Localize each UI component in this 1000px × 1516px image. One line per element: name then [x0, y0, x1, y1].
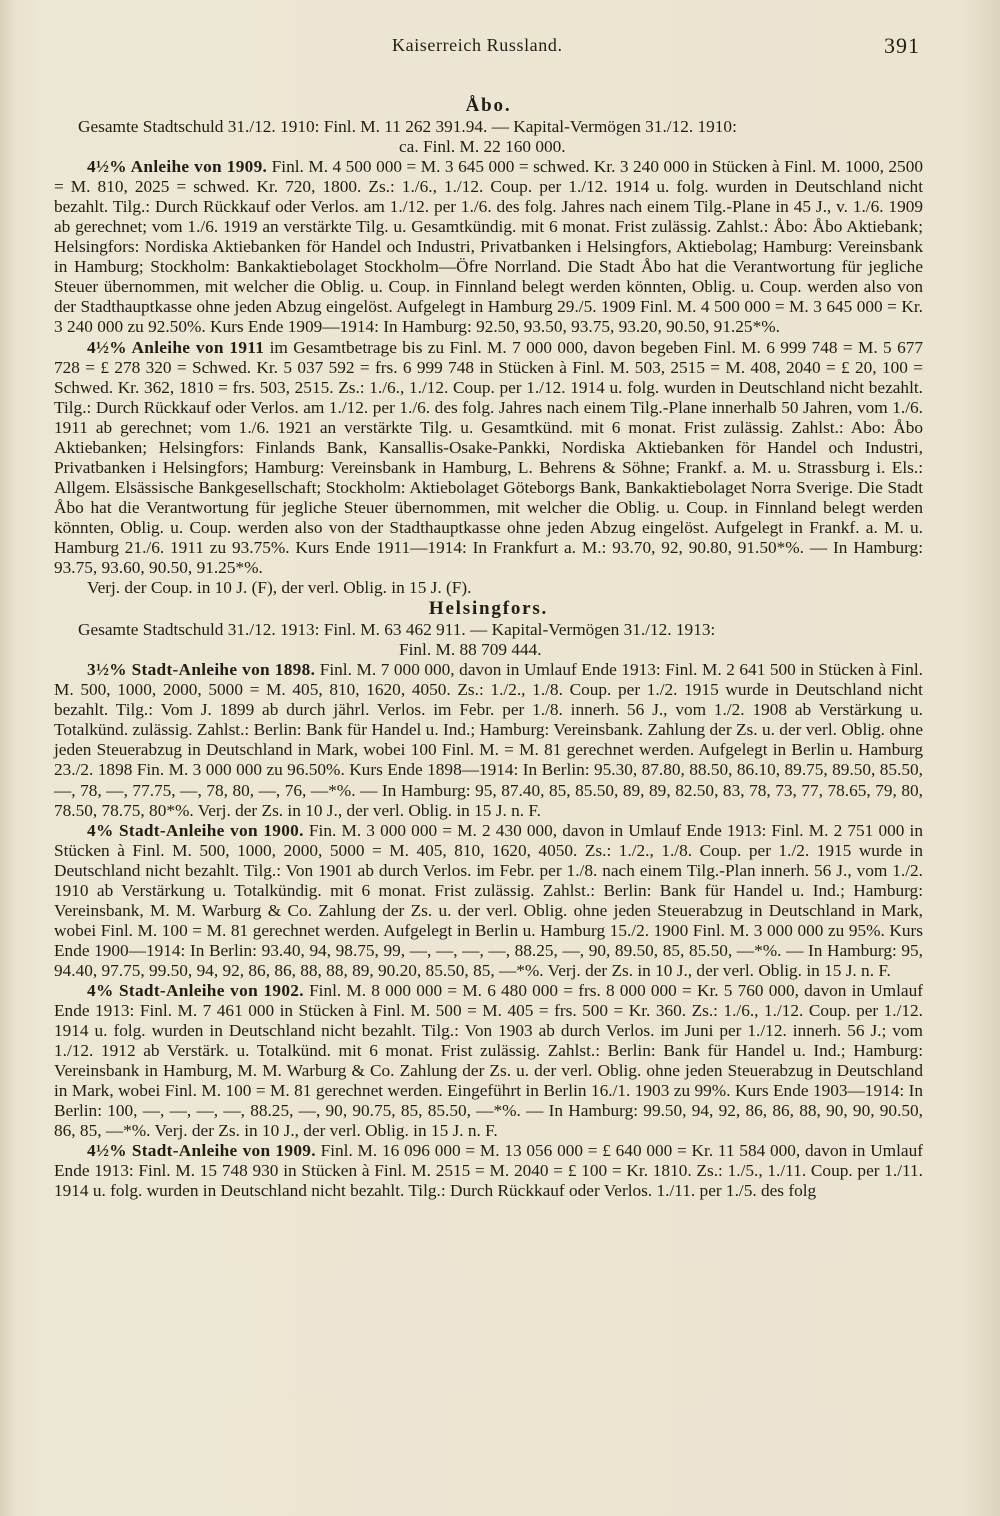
- city-heading-abo: Åbo.: [465, 95, 512, 116]
- bond-text: im Gesamtbetrage bis zu Finl. M. 7 000 000, davon begeben Finl. M. 6 999 748 = M. 5 677 728 = £ 278 320 = Schwed. Kr. 5 037 592 = frs. 6 999 748 in Stücken à Finl. M. 503, 2515 = M. 408, 2040 = £ 20, 100 = Schwed. Kr. 362, 1810 = frs. 503, 2515. Zs.: 1./6., 1./12. Coup. per 1./12. 1914 u. folg. wurden in Deutschland nicht bezahlt. Tilg.: Durch Rückkauf oder Verlos. am 1./12. per 1./6. des folg. Jahres nach einem Tilg.-Plane innerhalb 50 Jahren, vom 1./6. 1911 ab gerechnet; vom 1./6. 1921 an verstärkte Tilg. u. Gesamtkünd. mit 6 monat. Frist zulässig. Zahlst.: Abo: Åbo Aktiebanken; Helsingfors: Finlands Bank, Kansallis-Osake-Pankki, Nordiska Aktiebanken för Handel och Industri, Privatbanken i Helsingfors; Hamburg: Vereinsbank in Hamburg, L. Behrens & Söhne; Frankf. a. M. u. Strassburg i. Els.: Allgem. Elsässische Bankgesellschaft; Stockholm: Aktiebolaget Göteborgs Bank, Bankaktiebolaget Norra Sverige. Die Stadt Åbo hat die Verantwortung für jegliche Steuer übernommen, mit welcher die Oblig. u. Coup. in Finnland belegt werden könnten, Oblig. u. Coup. werden also von der Stadthauptkasse ohne jeden Abzug eingelöst. Aufgelegt in Frankf. a. M. u. Hamburg 21./6. 1911 zu 93.75%. Kurs Ende 1911—1914: In Frankfurt a. M.: 93.70, 92, 90.80, 91.50*%. — In Hamburg: 93.75, 93.60, 90.50, 91.25*%.: [54, 337, 923, 578]
- helsingfors-debt-summary: Gesamte Stadtschuld 31./12. 1913: Finl. M. 63 462 911. — Kapital-Vermögen 31./12. 1913:: [78, 620, 716, 640]
- bond-title: 4½% Anleihe von 1911: [87, 337, 265, 357]
- helsingfors-loan-1902: [54, 981, 923, 1141]
- abo-debt-summary: Gesamte Stadtschuld 31./12. 1910: Finl. M. 11 262 391.94. — Kapital-Vermögen 31./12. 1910:: [78, 117, 737, 136]
- page-header: [0, 33, 1000, 63]
- bond-title: 3½% Stadt-Anleihe von 1898.: [87, 660, 316, 680]
- bond-text: Fin. M. 3 000 000 = M. 2 430 000, davon in Umlauf Ende 1913: Finl. M. 2 751 000 in Stücken à Finl. M. 500, 1000, 2000, 5000 = M. 405, 810, 1620, 4050. Zs.: 1./2., 1./8. Coup. per 1./2. 1915 wurde in Deutschland nicht bezahlt. Tilg.: Von 1901 ab durch Verlos. im Febr. per 1./8. nach einem Tilg.-Plan innerh. 56 J., vom 1./2. 1910 ab Verstärkung u. Totalkündig. mit 6 monat. Frist zulässig. Zahlst.: Berlin: Bank für Handel u. Ind.; Hamburg: Vereinsbank, M. M. Warburg & Co. Zahlung der Zs. u. der verl. Oblig. ohne jeden Steuerabzug in Deutschland in Mark, wobei Finl. M. 100 = M. 81 gerechnet werden. Aufgelegt in Berlin u. Hamburg 15./2. 1900 Finl. M. 3 000 000 zu 95%. Kurs Ende 1900—1914: In Berlin: 93.40, 94, 98.75, 99, —, —, —, —, 88.25, —, 90, 89.50, 85, 85.50, —*%. — In Hamburg: 95, 94.40, 97.75, 99.50, 94, 92, 86, 86, 88, 88, 89, 90.20, 85.50, 85, —*%. Verj. der Zs. in 10 J., der verl. Oblig. in 15 J. n. F.: [54, 820, 924, 980]
- abo-verj-note: Verj. der Coup. in 10 J. (F), der verl. Oblig. in 15 J. (F).: [87, 578, 472, 598]
- abo-debt-summary-cont: ca. Finl. M. 22 160 000.: [399, 137, 566, 157]
- helsingfors-debt-summary-cont: Finl. M. 88 709 444.: [399, 640, 542, 660]
- bond-title: 4½% Anleihe von 1909.: [87, 157, 268, 177]
- bond-title: 4½% Stadt-Anleihe von 1909.: [87, 1141, 316, 1161]
- abo-loan-1909: [54, 157, 923, 337]
- abo-loan-1911: [54, 338, 923, 579]
- running-title: Kaiserreich Russland.: [392, 35, 563, 55]
- page-body: [54, 95, 923, 1201]
- bond-text: Finl. M. 7 000 000, davon in Umlauf Ende 1913: Finl. M. 2 641 500 in Stücken à Finl. M. 500, 1000, 2000, 5000 = M. 405, 810, 1620, 4050. Zs.: 1./2., 1./8. Coup. per 1./2. 1915 wurde in Deutschland nicht bezahlt. Tilg.: Vom J. 1899 ab durch jährl. Verlos. im Febr. per 1./8. innerh. 56 J., vom 1./2. 1908 ab Verstärkung u. Totalkünd. zulässig. Zahlst.: Berlin: Bank für Handel u. Ind.; Hamburg: Vereinsbank. Zahlung der Zs. u. der verl. Oblig. ohne jeden Steuerabzug in Deutschland in Mark, wobei 100 Finl. M. = M. 81 gerechnet werden. Aufgelegt in Berlin u. Hamburg 23./2. 1898 Fin. M. 3 000 000 zu 96.50%. Kurs Ende 1898—1914: In Berlin: 95.30, 87.80, 88.50, 86.10, 89.75, 89.50, 85.50, —, 78, —, 77.75, —, 78, 80, —, 76, —*%. — In Hamburg: 95, 87.40, 85, 85.50, 89, 89, 82.50, 83, 78, 73, 77, 78.65, 79, 80, 78.50, 78.75, 80*%. Verj. der Zs. in 10 J., der verl. Oblig. in 15 J. n. F.: [54, 660, 923, 820]
- bond-title: 4% Stadt-Anleihe von 1900.: [87, 820, 304, 840]
- helsingfors-loan-1909: [54, 1141, 923, 1201]
- bond-text: Finl. M. 4 500 000 = M. 3 645 000 = schwed. Kr. 3 240 000 in Stücken à Finl. M. 1000, 2500 = M. 810, 2025 = schwed. Kr. 720, 1800. Zs.: 1./6., 1./12. Coup. per 1./12. 1914 u. folg. wurden in Deutschland nicht bezahlt. Tilg.: Durch Rückkauf oder Verlos. am 1./12. per 1./6. des folg. Jahres nach einem Tilg.-Plane in 45 J., v. 1./6. 1909 ab gerechnet; vom 1./6. 1919 an verstärkte Tilg. u. Gesamtkündig. mit 6 monat. Frist zulässig. Zahlst.: Åbo: Åbo Aktiebank; Helsingfors: Nordiska Aktiebanken för Handel och Industri, Privatbanken i Helsingfors, Aktiebolag; Hamburg: Vereinsbank in Hamburg; Stockholm: Bankaktiebolaget Stockholm—Öfre Norrland. Die Stadt Åbo hat die Verantwortung für jegliche Steuer übernommen, mit welcher die Oblig. u. Coup. in Finnland belegt werden könnten, Oblig. u. Coup. werden also von der Stadthauptkasse ohne jeden Abzug eingelöst. Aufgelegt in Hamburg 29./5. 1909 Finl. M. 4 500 000 = M. 3 645 000 = Kr. 3 240 000 zu 92.50%. Kurs Ende 1909—1914: In Hamburg: 92.50, 93.50, 93.75, 93.20, 90.50, 91.25*%.: [54, 157, 923, 337]
- bond-text: Finl. M. 16 096 000 = M. 13 056 000 = £ 640 000 = Kr. 11 584 000, davon in Umlauf Ende 1913: Finl. M. 15 748 930 in Stücken à Finl. M. 2515 = M. 2040 = £ 100 = Kr. 1810. Zs.: 1./5., 1./11. Coup. per 1./11. 1914 u. folg. wurden in Deutschland nicht bezahlt. Tilg.: Durch Rückkauf oder Verlos. 1./11. per 1./5. des folg: [54, 1141, 923, 1201]
- bond-title: 4% Stadt-Anleihe von 1902.: [87, 980, 304, 1000]
- page-number: 391: [884, 33, 920, 58]
- helsingfors-loan-1898: [54, 660, 923, 820]
- bond-text: Finl. M. 8 000 000 = M. 6 480 000 = frs. 8 000 000 = Kr. 5 760 000, davon in Umlauf Ende 1913: Finl. M. 7 461 000 in Stücken à Finl. M. 500 = M. 405 = frs. 500 = Kr. 360. Zs.: 1./6., 1./12. Coup. per 1./12. 1914 u. folg. wurden in Deutschland nicht bezahlt. Tilg.: Von 1903 ab durch Verlos. im Juni per 1./12. innerh. 56 J.; vom 1./12. 1912 ab Verstärk. u. Totalkünd. mit 6 monat. Frist zulässig. Zahlst.: Berlin: Bank für Handel u. Ind.; Hamburg: Vereinsbank in Hamburg, M. M. Warburg & Co. Zahlung der Zs. u. der verl. Oblig. ohne jeden Steuerabzug in Deutschland in Mark, wobei Finl. M. 100 = M. 81 gerechnet werden. Eingeführt in Berlin 16./1. 1903 zu 99%. Kurs Ende 1903—1914: In Berlin: 100, —, —, —, —, 88.25, —, 90, 90.75, 85, 85.50, —*%. — In Hamburg: 99.50, 94, 92, 86, 86, 88, 90, 90, 90.50, 86, 85, —*%. Verj. der Zs. in 10 J., der verl. Oblig. in 15 J. n. F.: [54, 980, 923, 1141]
- helsingfors-loan-1900: [54, 821, 923, 981]
- city-heading-helsingfors: Helsingfors.: [428, 598, 549, 620]
